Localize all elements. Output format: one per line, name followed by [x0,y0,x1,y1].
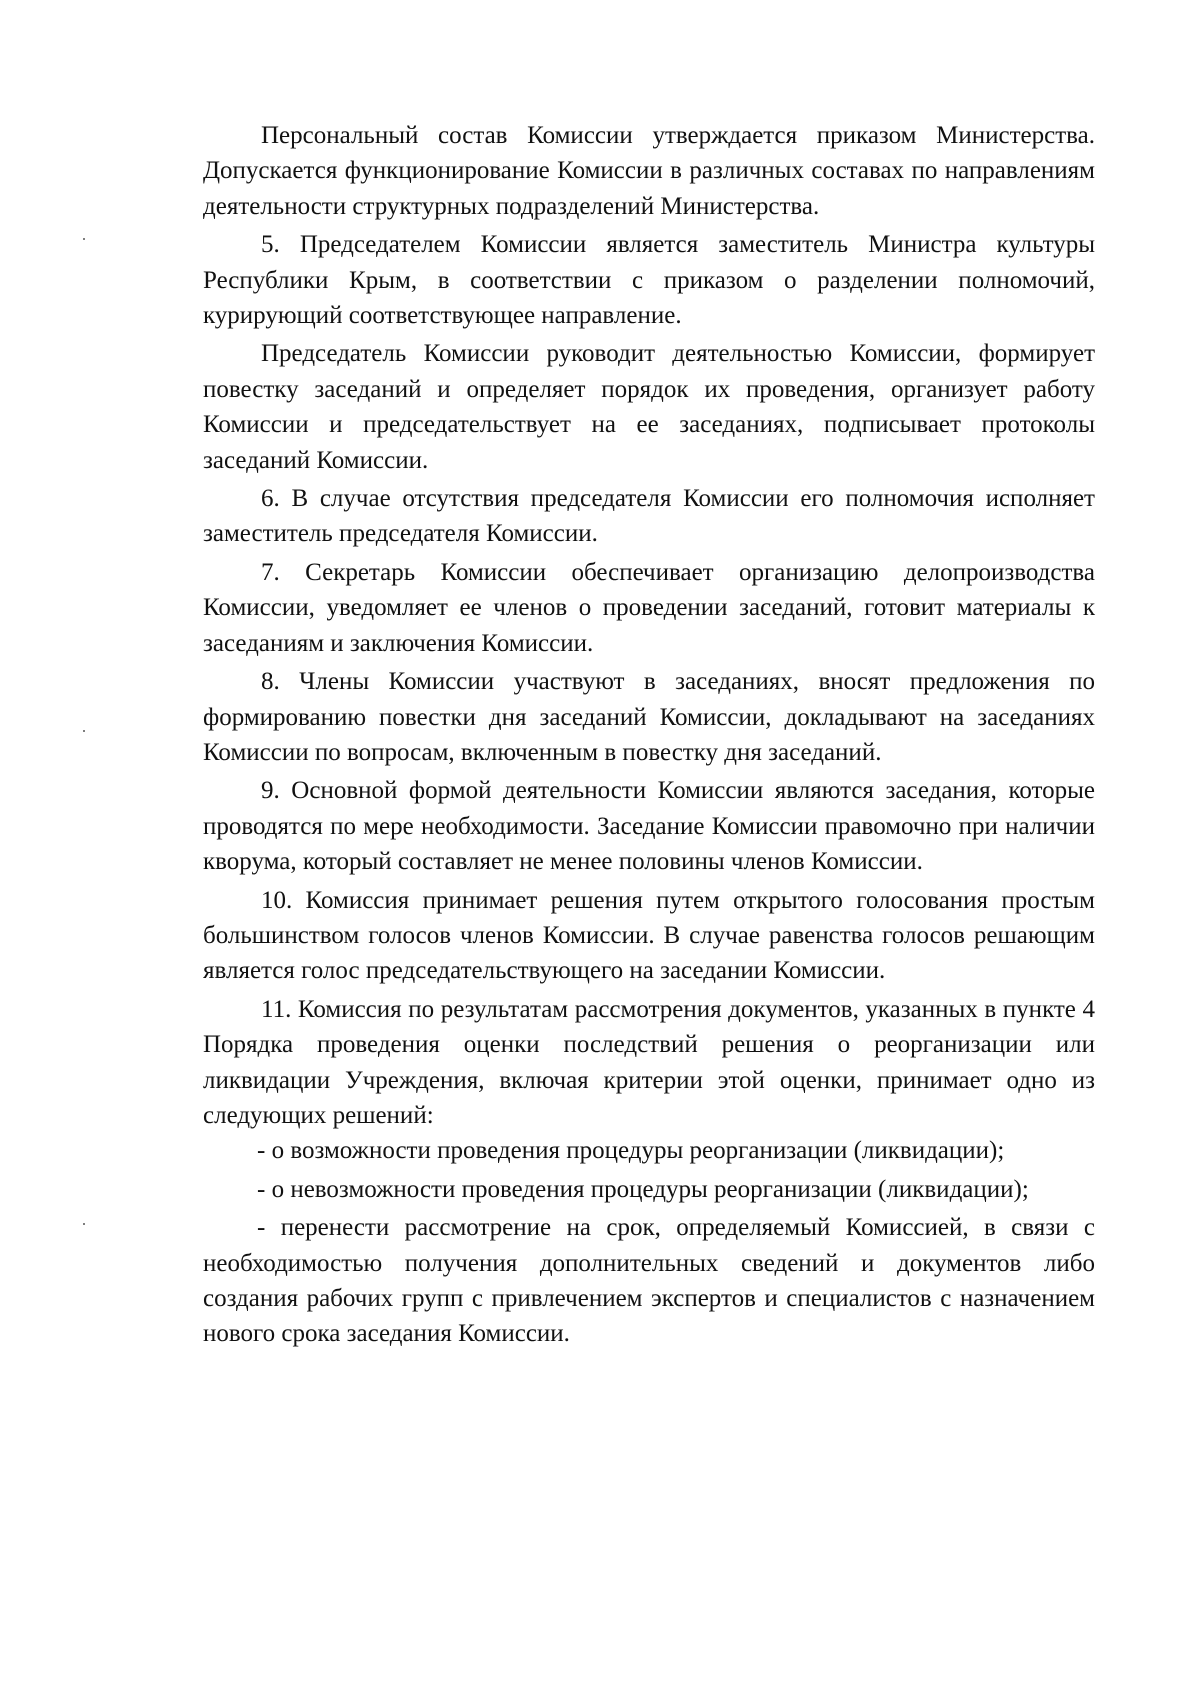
paragraph-item-5: 5. Председателем Комиссии является заместитель Министра культуры Республики Крым, в соответствии с приказом о разделении полномочий, курирующий соответствующее направление. [203,231,1095,330]
paragraph-item-11: 11. Комиссия по результатам рассмотрения документов, указанных в пункте 4 Порядка проведения оценки последствий решения о реорганизации или ликвидации Учреждения, включая критерии этой оценки, принимает одно из следующих решений: [203,995,1095,1129]
paragraph-item-9: 9. Основной формой деятельности Комиссии являются заседания, которые проводятся по мере необходимости. Заседание Комиссии правомочно при наличии кворума, который составляет не менее половины членов Комиссии. [203,777,1095,876]
list-item-impossible: - о невозможности проведения процедуры реорганизации (ликвидации); [257,1175,1029,1203]
paragraph-item-10: 10. Комиссия принимает решения путем открытого голосования простым большинством голосов членов Комиссии. В случае равенства голосов решающим является голос председательствующего на заседании Комиссии. [203,886,1095,985]
scan-speck [83,730,85,732]
list-item-postpone: - перенести рассмотрение на срок, определяемый Комиссией, в связи с необходимостью получения дополнительных сведений и документов либо создания рабочих групп с привлечением экспертов и специалистов с назначением нового срока заседания Комиссии. [203,1214,1095,1348]
paragraph-composition: Персональный состав Комиссии утверждается приказом Министерства. Допускается функционирование Комиссии в различных составах по направлениям деятельности структурных подразделений Министерства. [203,122,1095,220]
scan-speck [83,1223,85,1225]
paragraph-item-8: 8. Члены Комиссии участвуют в заседаниях, вносят предложения по формированию повестки дня заседаний Комиссии, докладывают на заседаниях Комиссии по вопросам, включенным в повестку дня заседаний. [203,668,1095,766]
paragraph-item-6: 6. В случае отсутствия председателя Комиссии его полномочия исполняет заместитель председателя Комиссии. [203,485,1095,548]
paragraph-item-7: 7. Секретарь Комиссии обеспечивает организацию делопроизводства Комиссии, уведомляет ее членов о проведении заседаний, готовит материалы к заседаниям и заключения Комиссии. [203,558,1095,657]
scan-speck [83,238,85,240]
list-item-possible: - о возможности проведения процедуры реорганизации (ликвидации); [257,1137,1005,1165]
document-body [203,118,1095,1352]
paragraph-chairman-duties: Председатель Комиссии руководит деятельностью Комиссии, формирует повестку заседаний и определяет порядок их проведения, организует работу Комиссии и председательствует на ее заседаниях, подписывает протоколы заседаний Комиссии. [203,340,1095,474]
